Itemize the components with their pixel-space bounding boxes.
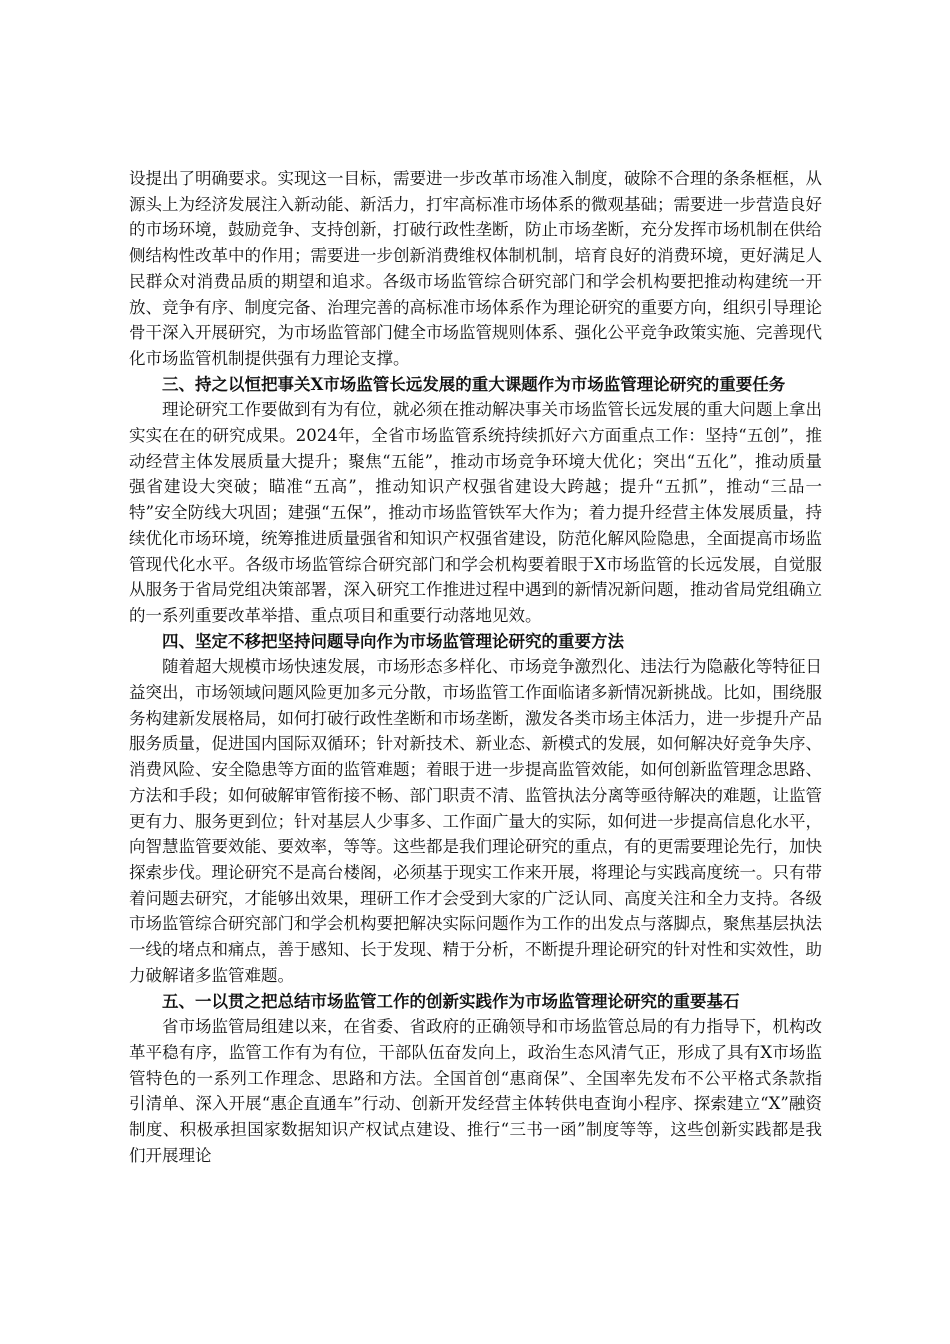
paragraph: 随着超大规模市场快速发展，市场形态多样化、市场竞争激烈化、违法行为隐蔽化等特征日益突出，市场领域问题风险更加多元分散，市场监管工作面临诸多新情况新挑战。比如，围绕服务构建新发展格局，如何打破行政性垄断和市场垄断，激发各类市场主体活力，进一步提升产品服务质量，促进国内国际双循环；针对新技术、新业态、新模式的发展，如何解决好竞争失序、消费风险、安全隐患等方面的监管难题；着眼于进一步提高监管效能，如何创新监管理念思路、方法和手段；如何破解审管衔接不畅、部门职责不清、监管执法分离等亟待解决的难题，让监管更有力、服务更到位；针对基层人少事多、工作面广量大的实际，如何进一步提高信息化水平，向智慧监管要效能、要效率，等等。这些都是我们理论研究的重点，有的更需要理论先行，加快探索步伐。理论研究不是高台楼阁，必须基于现实工作来开展，将理论与实践高度统一。只有带着问题去研究，才能够出效果，理研工作才会受到大家的广泛认同、高度关注和全力支持。各级市场监管综合研究部门和学会机构要把解决实际问题作为工作的出发点与落脚点，聚焦基层执法一线的堵点和痛点，善于感知、长于发现、精于分析，不断提升理论研究的针对性和实效性，助力破解诸多监管难题。 (129, 657, 822, 985)
paragraph: 省市场监管局组建以来，在省委、省政府的正确领导和市场监管总局的有力指导下，机构改革平稳有序，监管工作有为有位，干部队伍奋发向上，政治生态风清气正，形成了具有X市场监管特色的一系列工作理念、思路和方法。全国首创“惠商保”、全国率先发布不公平格式条款指引清单、深入开展“惠企直通车”行动、创新开发经营主体转供电查询小程序、探索建立“X”融资制度、积极承担国家数据知识产权试点建设、推行“三书一函”制度等等，这些创新实践都是我们开展理论 (129, 1017, 822, 1165)
paragraph: 理论研究工作要做到有为有位，就必须在推动解决事关市场监管长远发展的重大问题上拿出实实在在的研究成果。2024年，全省市场监管系统持续抓好六方面重点工作：坚持“五创”，推动经营主体发展质量大提升；聚焦“五能”，推动市场竞争环境大优化；突出“五化”，推动质量强省建设大突破；瞄准“五高”，推动知识产权强省建设大跨越；提升“五抓”，推动“三品一特”安全防线大巩固；建强“五保”，推动市场监管铁军大作为；着力提升经营主体发展质量，持续优化市场环境，统筹推进质量强省和知识产权强省建设，防范化解风险隐患，全面提高市场监管现代化水平。各级市场监管综合研究部门和学会机构要着眼于X市场监管的长远发展，自觉服从服务于省局党组决策部署，深入研究工作推进过程中遇到的新情况新问题，推动省局党组确立的一系列重要改革举措、重点项目和重要行动落地见效。 (129, 400, 822, 625)
section-heading-3: 三、持之以恒把事关X市场监管长远发展的重大课题作为市场监管理论研究的重要任务 (162, 374, 786, 394)
section-heading-4: 四、坚定不移把坚持问题导向作为市场监管理论研究的重要方法 (162, 631, 624, 651)
document-page (129, 166, 822, 1168)
section-heading-5: 五、一以贯之把总结市场监管工作的创新实践作为市场监管理论研究的重要基石 (162, 991, 740, 1011)
paragraph-continued: 设提出了明确要求。实现这一目标，需要进一步改革市场准入制度，破除不合理的条条框框，从源头上为经济发展注入新动能、新活力，打牢高标准市场体系的微观基础；需要进一步营造良好的市场环境，鼓励竞争、支持创新，打破行政性垄断，防止市场垄断，充分发挥市场机制在供给侧结构性改革中的作用；需要进一步创新消费维权体制机制，培育良好的消费环境，更好满足人民群众对消费品质的期望和追求。各级市场监管综合研究部门和学会机构要把推动构建统一开放、竞争有序、制度完备、治理完善的高标准市场体系作为理论研究的重要方向，组织引导理论骨干深入开展研究，为市场监管部门健全市场监管规则体系、强化公平竞争政策实施、完善现代化市场监管机制提供强有力理论支撑。 (129, 169, 822, 368)
